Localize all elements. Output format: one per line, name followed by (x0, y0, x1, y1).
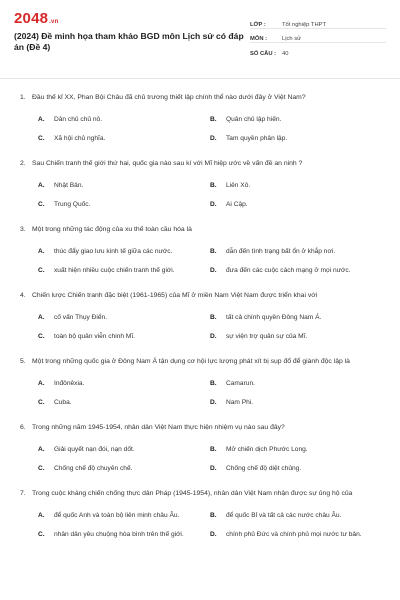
answer-option[interactable] (210, 332, 382, 341)
exam-title: (2024) Đề minh họa tham khảo BGD môn Lịch sử có đáp án (Đề 4) (14, 31, 244, 52)
option-text: chính phủ Đức và chính phủ mọi nước tư bản. (226, 531, 362, 538)
option-label: A. (38, 248, 45, 255)
question-text: Trong cuộc kháng chiến chống thực dân Pháp (1945-1954), nhân dân Việt Nam nhận được sự ủng hộ của (32, 490, 353, 497)
option-label: A. (38, 116, 45, 123)
question-stem (14, 93, 386, 103)
option-label: A. (38, 182, 45, 189)
option-text: để quốc Bỉ và tất cả các nước châu Âu. (226, 512, 342, 519)
question-text: Trong những năm 1945-1954, nhân dân Việt Nam thực hiện nhiệm vụ nào sau đây? (32, 424, 285, 431)
option-label: B. (210, 182, 217, 189)
option-label: B. (210, 314, 217, 321)
meta-row-count (250, 43, 386, 57)
question-stem (14, 489, 386, 499)
option-label: D. (210, 135, 217, 142)
meta-value: Tốt nghiệp THPT (282, 22, 327, 28)
question-number: 4. (20, 292, 26, 299)
answer-option[interactable] (210, 530, 382, 539)
question-number: 5. (20, 358, 26, 365)
option-label: C. (38, 399, 45, 406)
option-label: B. (210, 248, 217, 255)
option-text: để quốc Anh và toàn bộ liên minh châu Âu. (54, 512, 180, 519)
option-text: xuất hiện nhiều cuộc chiến tranh thế giới. (54, 267, 175, 274)
option-text: Giải quyết nạn đói, nạn dốt. (54, 446, 135, 453)
answer-option[interactable] (210, 464, 382, 473)
option-label: B. (210, 116, 217, 123)
option-text: thúc đẩy giao lưu kinh tế giữa các nước. (54, 248, 173, 255)
question-item (14, 291, 386, 341)
question-number: 1. (20, 94, 26, 101)
meta-value: 40 (282, 51, 289, 57)
answer-options (14, 247, 386, 275)
option-text: Tam quyền phân lập. (226, 135, 288, 142)
meta-value: Lịch sử (282, 36, 302, 42)
answer-option[interactable] (210, 379, 382, 388)
answer-option[interactable] (38, 379, 210, 388)
option-text: toàn bộ quân viễn chinh Mĩ. (54, 333, 136, 340)
option-label: C. (38, 531, 45, 538)
answer-option[interactable] (210, 134, 382, 143)
option-text: Ai Cập. (226, 201, 248, 208)
option-text: Trung Quốc. (54, 201, 91, 208)
option-label: A. (38, 314, 45, 321)
answer-options (14, 115, 386, 143)
answer-option[interactable] (38, 398, 210, 407)
answer-option[interactable] (210, 200, 382, 209)
option-label: A. (38, 380, 45, 387)
question-item (14, 357, 386, 407)
logo-tld: .vn (49, 19, 59, 25)
answer-option[interactable] (210, 398, 382, 407)
question-item (14, 159, 386, 209)
meta-row-subject (250, 29, 386, 43)
answer-option[interactable] (210, 266, 382, 275)
option-label: C. (38, 135, 45, 142)
option-text: tất cả chính quyền Đông Nam Á. (226, 314, 322, 321)
meta-row-class (250, 15, 386, 29)
option-label: D. (210, 333, 217, 340)
option-text: Nam Phi. (226, 399, 254, 406)
option-label: C. (38, 201, 45, 208)
answer-option[interactable] (38, 181, 210, 190)
header-left (14, 10, 249, 70)
answer-option[interactable] (38, 134, 210, 143)
answer-options (14, 511, 386, 539)
option-text: Xã hội chủ nghĩa. (54, 135, 106, 142)
question-text: Đầu thế kỉ XX, Phan Bội Châu đã chủ trương thiết lập chính thể nào dưới đây ở Việt Nam? (32, 94, 306, 101)
option-text: Mở chiến dịch Phước Long. (226, 446, 308, 453)
option-label: C. (38, 267, 45, 274)
question-stem (14, 159, 386, 169)
question-number: 7. (20, 490, 26, 497)
option-text: Liên Xô. (226, 182, 251, 189)
question-stem (14, 423, 386, 433)
answer-option[interactable] (38, 115, 210, 124)
answer-option[interactable] (38, 464, 210, 473)
logo-text: 2048 (14, 10, 49, 27)
option-text: cố vấn Thụy Điển. (54, 314, 108, 321)
answer-option[interactable] (38, 511, 210, 520)
option-text: Chống chế độ chuyên chế. (54, 465, 133, 472)
meta-key: MÔN : (250, 36, 268, 42)
option-label: C. (38, 465, 45, 472)
option-label: B. (210, 380, 217, 387)
question-stem (14, 357, 386, 367)
question-stem (14, 225, 386, 235)
option-label: C. (38, 333, 45, 340)
meta-key: LỚP : (250, 22, 266, 28)
question-list (14, 93, 386, 539)
question-item (14, 489, 386, 539)
option-text: đưa đến các cuộc cách mạng ở mọi nước. (226, 267, 351, 274)
question-number: 2. (20, 160, 26, 167)
answer-option[interactable] (38, 313, 210, 322)
option-text: Nhật Bản. (54, 182, 84, 189)
answer-option[interactable] (210, 115, 382, 124)
option-text: Quân chủ lập hiến. (226, 116, 282, 123)
option-label: A. (38, 512, 45, 519)
option-text: Cuba. (54, 399, 72, 406)
question-stem (14, 291, 386, 301)
option-label: D. (210, 201, 217, 208)
question-item (14, 93, 386, 143)
option-text: Chống chế độ diệt chủng. (226, 465, 302, 472)
header-divider (0, 78, 400, 79)
answer-option[interactable] (38, 247, 210, 256)
question-text: Một trong những quốc gia ở Đông Nam Á tận dụng cơ hội lực lượng phát xít bị sụp đổ để giành độc lập là (32, 358, 350, 365)
question-text: Chiến lược Chiến tranh đặc biệt (1961-1965) của Mĩ ở miền Nam Việt Nam được triển khai với (32, 292, 318, 299)
question-item (14, 423, 386, 473)
answer-options (14, 181, 386, 209)
answer-option[interactable] (210, 511, 382, 520)
question-text: Một trong những tác động của xu thế toàn cầu hóa là (32, 226, 192, 233)
option-label: B. (210, 512, 217, 519)
question-text: Sau Chiến tranh thế giới thứ hai, quốc gia nào sau kí với Mĩ hiệp ước về vấn đề an ninh ? (32, 160, 303, 167)
option-text: Inđônêxia. (54, 380, 85, 387)
answer-option[interactable] (210, 445, 382, 454)
answer-option[interactable] (210, 313, 382, 322)
answer-option[interactable] (38, 266, 210, 275)
option-label: B. (210, 446, 217, 453)
option-label: D. (210, 465, 217, 472)
option-label: D. (210, 267, 217, 274)
exam-meta (250, 10, 386, 70)
answer-option[interactable] (210, 247, 382, 256)
option-text: Dân chủ chủ nô. (54, 116, 103, 123)
site-logo[interactable] (14, 10, 249, 28)
question-number: 6. (20, 424, 26, 431)
meta-key: SỐ CÂU : (250, 51, 277, 57)
option-text: dẫn đến tình trạng bất ổn ở khắp nơi. (226, 248, 336, 255)
option-label: D. (210, 531, 217, 538)
answer-options (14, 313, 386, 341)
answer-option[interactable] (38, 445, 210, 454)
question-number: 3. (20, 226, 26, 233)
question-item (14, 225, 386, 275)
answer-option[interactable] (38, 200, 210, 209)
option-text: Camarun. (226, 380, 255, 387)
answer-option[interactable] (38, 530, 210, 539)
exam-header (14, 10, 386, 70)
option-text: sự viện trợ quân sự của Mĩ. (226, 333, 308, 340)
option-label: D. (210, 399, 217, 406)
answer-option[interactable] (210, 181, 382, 190)
answer-options (14, 379, 386, 407)
answer-option[interactable] (38, 332, 210, 341)
answer-options (14, 445, 386, 473)
option-label: A. (38, 446, 45, 453)
option-text: nhân dân yêu chuộng hòa bình trên thế giới. (54, 531, 184, 538)
